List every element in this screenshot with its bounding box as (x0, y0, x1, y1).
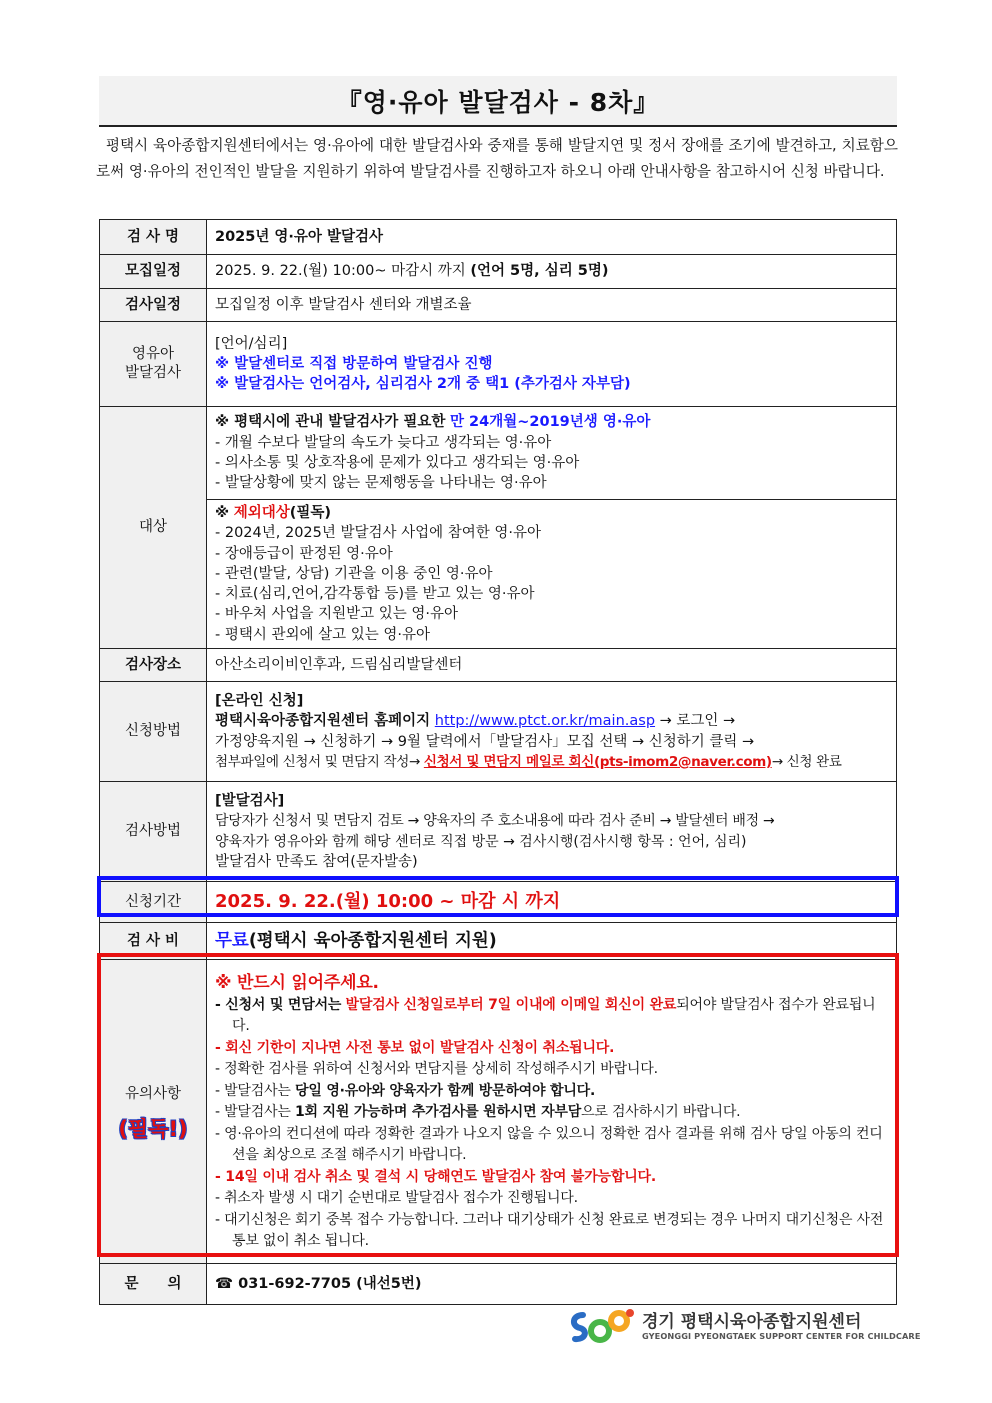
label-target: 대상 (100, 407, 207, 649)
value-notes: ※ 반드시 읽어주세요. - 신청서 및 면담서는 발달검사 신청일로부터 7일 이내에 이메일 회신이 완료되어야 발달검사 접수가 완료됩니다. - 회신 기한이 지나면 사전 통보 없이 발달검사 신청이 취소됩니다. - 정확한 검사를 위하여 신청서와 면담지를 상세히 작성해주시기 바랍니다. - 발달검사는 당일 영·유아와 양육자가 함께 방문하여야 합니다. - 발달검사는 1회 지원 가능하며 추가검사를 원하시면 자부담으로 검사하시기 바랍니다. - 영·유아의 컨디션에 따라 정확한 결과가 나오지 않을 수 있으니 정확한 검사 결과를 위해 검사 당일 아동의 컨디션을 최상으로 조절 해주시기 바랍니다. - 14일 이내 검사 취소 및 결석 시 당해연도 발달검사 참여 불가능합니다. - 취소자 발생 시 대기 순번대로 발달검사 접수가 진행됩니다. - 대기신청은 회기 중복 접수 가능합니다. 그러나 대기상태가 신청 완료로 변경되는 경우 나머지 대기신청은 사전 통보 없이 취소 됩니다. (207, 960, 897, 1264)
value-period: 2025. 9. 22.(월) 10:00 ~ 마감 시 까지 (207, 882, 897, 923)
center-logo (566, 1306, 921, 1348)
note-item: - 정확한 검사를 위하여 신청서와 면담지를 상세히 작성해주시기 바랍니다. (215, 1061, 658, 1077)
note-item: - 대기신청은 회기 중복 접수 가능합니다. 그러나 대기상태가 신청 완료로 변경되는 경우 나머지 대기신청은 사전 통보 없이 취소 됩니다. (215, 1211, 884, 1249)
label-schedule: 검사일정 (100, 289, 207, 322)
exclusion-item: - 평택시 관외에 살고 있는 영·유아 (215, 626, 430, 643)
page-title: 『영·유아 발달검사 - 8차』 (336, 87, 660, 117)
label-period: 신청기간 (100, 882, 207, 923)
exclusion-item: - 치료(심리,언어,감각통합 등)를 받고 있는 영·유아 (215, 586, 535, 603)
target-item: - 개월 수보다 발달의 속도가 늦다고 생각되는 영·유아 (215, 434, 552, 451)
exclusion-item: - 장애등급이 판정된 영·유아 (215, 545, 393, 562)
row-contact (100, 1264, 897, 1305)
homepage-link[interactable]: http://www.ptct.or.kr/main.asp (434, 713, 656, 730)
row-place (100, 649, 897, 682)
target-item: - 발달상황에 맞지 않는 문제행동을 나타내는 영·유아 (215, 475, 547, 492)
note-item: - 14일 이내 검사 취소 및 결석 시 당해연도 발달검사 참여 불가능합니다. (215, 1168, 656, 1185)
label-method: 검사방법 (100, 782, 207, 882)
value-contact: ☎ 031-692-7705 (내선5번) (207, 1264, 897, 1305)
row-schedule (100, 289, 897, 322)
row-apply (100, 682, 897, 782)
email-reply-link[interactable]: 신청서 및 면담지 메일로 회신(pts-imom2@naver.com) (423, 753, 772, 770)
note-item: - 발달검사는 1회 지원 가능하며 추가검사를 원하시면 자부담으로 검사하시기 바랍니다. (215, 1104, 741, 1120)
label-place: 검사장소 (100, 649, 207, 682)
must-read-label: (필독!) (118, 1116, 188, 1141)
label-test-type: 영유아 발달검사 (100, 322, 207, 407)
value-target-main: ※ 평택시에 관내 발달검사가 필요한 만 24개월~2019년생 영·유아 - 개월 수보다 발달의 속도가 늦다고 생각되는 영·유아 - 의사소통 및 상호작용에 문제가 있다고 생각되는 영·유아 - 발달상황에 맞지 않는 문제행동을 나타내는 영·유아 (207, 407, 897, 500)
phone-icon: ☎ (215, 1275, 234, 1292)
value-method: [발달검사] 담당자가 신청서 및 면담지 검토 → 양육자의 주 호소내용에 따라 검사 준비 → 발달센터 배정 → 양육자가 영유아와 함께 해당 센터로 직접 방문 → 검사시행(검사시행 항목 : 언어, 심리) 발달검사 만족도 참여(문자발송) (207, 782, 897, 882)
value-test-name: 2025년 영·유아 발달검사 (207, 220, 897, 255)
label-test-name: 검 사 명 (100, 220, 207, 255)
row-test-name (100, 220, 897, 255)
row-target-main (100, 407, 897, 500)
exclusion-item: - 바우처 사업을 지원받고 있는 영·유아 (215, 606, 458, 623)
label-apply: 신청방법 (100, 682, 207, 782)
value-test-type: [언어/심리] ※ 발달센터로 직접 방문하여 발달검사 진행 ※ 발달검사는 언어검사, 심리검사 2개 중 택1 (추가검사 자부담) (207, 322, 897, 407)
exclusion-item: - 2024년, 2025년 발달검사 사업에 참여한 영·유아 (215, 525, 542, 542)
note-item: - 회신 기한이 지나면 사전 통보 없이 발달검사 신청이 취소됩니다. (215, 1039, 615, 1056)
value-place: 아산소리이비인후과, 드림심리발달센터 (207, 649, 897, 682)
target-item: - 의사소통 및 상호작용에 문제가 있다고 생각되는 영·유아 (215, 455, 580, 471)
value-target-exclusion: ※ 제외대상(필독) - 2024년, 2025년 발달검사 사업에 참여한 영·유아 - 장애등급이 판정된 영·유아 - 관련(발달, 상담) 기관을 이용 중인 영·유아 - 치료(심리,언어,감각통합 등)를 받고 있는 영·유아 - 바우처 사업을 지원받고 있는 영·유아 - 평택시 관외에 살고 있는 영·유아 (207, 500, 897, 649)
note-item: - 발달검사는 당일 영·유아와 양육자가 함께 방문하여야 합니다. (215, 1082, 596, 1099)
value-schedule: 모집일정 이후 발달검사 센터와 개별조율 (207, 289, 897, 322)
center-logo-icon (566, 1306, 638, 1348)
value-apply: [온라인 신청] 평택시육아종합지원센터 홈페이지 http://www.ptct.or.kr/main.asp → 로그인 → 가정양육지원 → 신청하기 → 9월 달력에서「발달검사」모집 선택 → 신청하기 클릭 → 첨부파일에 신청서 및 면담지 작성→ 신청서 및 면담지 메일로 회신(pts-imom2@naver.com)→ 신청 완료 (207, 682, 897, 782)
note-item: - 취소자 발생 시 대기 순번대로 발달검사 접수가 진행됩니다. (215, 1190, 578, 1206)
period-highlight-frame (97, 876, 899, 917)
value-recruit: 2025. 9. 22.(월) 10:00~ 마감시 까지 (언어 5명, 심리 5명) (207, 255, 897, 289)
note-item: - 영·유아의 컨디션에 따라 정확한 결과가 나오지 않을 수 있으니 정확한 검사 결과를 위해 검사 당일 아동의 컨디션을 최상으로 조절 해주시기 바랍니다. (215, 1125, 883, 1163)
center-name-english: GYEONGGI PYEONGTAEK SUPPORT CENTER FOR CHILDCARE (642, 1331, 921, 1341)
row-method (100, 782, 897, 882)
value-fee: 무료(평택시 육아종합지원센터 지원) (207, 923, 897, 960)
row-target-exclusion (100, 500, 897, 649)
row-test-type (100, 322, 897, 407)
label-fee: 검 사 비 (100, 923, 207, 960)
row-recruit (100, 255, 897, 289)
center-name: 경기 평택시육아종합지원센터 (642, 1312, 862, 1332)
title-bar (99, 76, 897, 127)
note-item: - 신청서 및 면담서는 발달검사 신청일로부터 7일 이내에 이메일 회신이 완료되어야 발달검사 접수가 완료됩니다. (215, 996, 876, 1034)
exclusion-item: - 관련(발달, 상담) 기관을 이용 중인 영·유아 (215, 565, 493, 582)
label-recruit: 모집일정 (100, 255, 207, 289)
label-notes: 유의사항 (필독!) (100, 960, 207, 1264)
label-contact: 문 의 (100, 1264, 207, 1305)
notes-highlight-frame (97, 953, 899, 1257)
intro-paragraph: 평택시 육아종합지원센터에서는 영·유아에 대한 발달검사와 중재를 통해 발달지연 및 정서 장애를 조기에 발견하고, 치료함으로써 영·유아의 전인적인 발달을 지원하기 위하여 발달검사를 진행하고자 하오니 아래 안내사항을 참고하시어 신청 바랍니다. (96, 137, 898, 180)
